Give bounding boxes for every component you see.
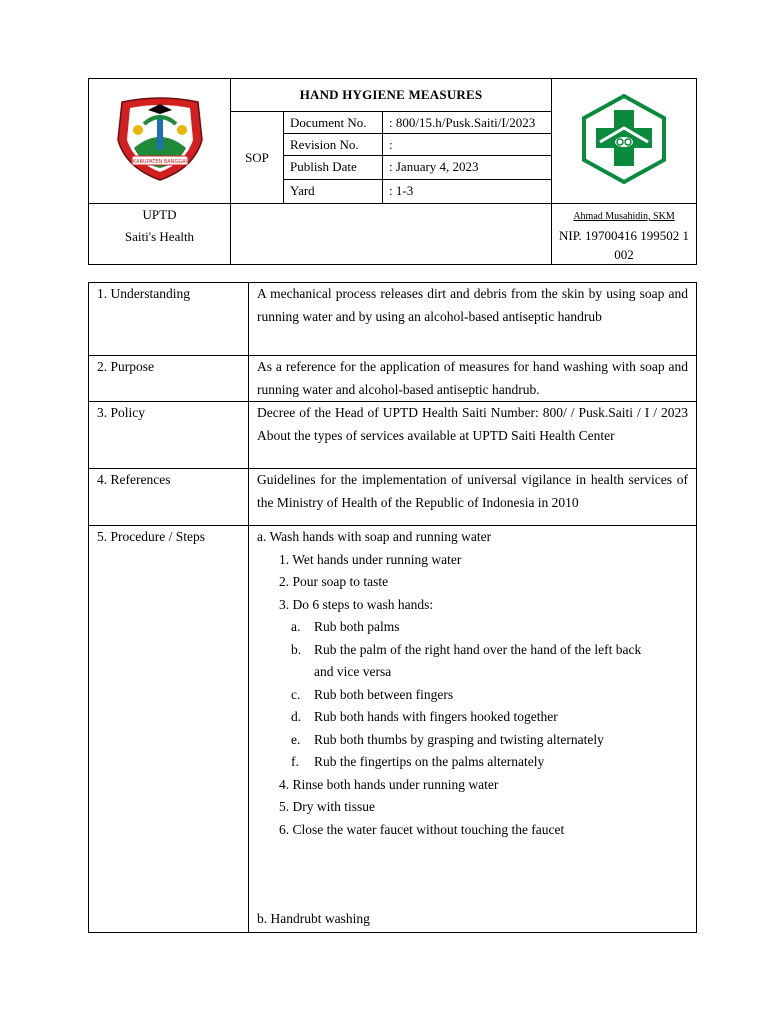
substep-d: d. Rub both hands with fingers hooked together — [291, 709, 558, 724]
policy-text: Decree of the Head of UPTD Health Saiti Number: 800/ / Pusk.Saiti / I / 2023 About the types of services available at UPTD Saiti Health Center — [249, 402, 697, 469]
document-no-label: Document No. — [284, 112, 383, 134]
procedure-b-title: b. Handrubt washing — [257, 911, 370, 926]
sop-content-table — [88, 282, 697, 933]
step-4: 4. Rinse both hands under running water — [279, 776, 499, 792]
step-2: 2. Pour soap to taste — [279, 574, 389, 589]
understanding-text: A mechanical process releases dirt and debris from the skin by using soap and running water and by using an alcohol-based antiseptic handrub — [249, 283, 697, 356]
signatory-name: Ahmad Musahidin, SKM — [573, 211, 675, 222]
procedure-a-title: a. Wash hands with soap and running water — [257, 529, 492, 544]
procedure-steps — [249, 526, 697, 933]
publish-date-value: : January 4, 2023 — [383, 156, 552, 180]
substep-b-continued: and vice versa — [314, 664, 392, 679]
references-text: Guidelines for the implementation of universal vigilance in health services of the Ministry of Health of the Republic of Indonesia in 2010 — [249, 469, 697, 526]
spacer — [257, 841, 688, 908]
signatory-block — [552, 204, 697, 265]
yard-value: : 1-3 — [383, 180, 552, 204]
health-center-logo-cell — [552, 79, 697, 204]
substep-f: f. Rub the fingertips on the palms alternately — [291, 754, 545, 769]
blank-cell — [231, 204, 552, 265]
regency-logo-cell — [89, 79, 231, 204]
purpose-key: 2. Purpose — [89, 356, 249, 402]
yard-label: Yard — [284, 180, 383, 204]
puskesmas-logo — [578, 94, 670, 184]
step-6: 6. Close the water faucet without touching the faucet — [279, 821, 565, 837]
policy-key: 3. Policy — [89, 402, 249, 469]
publish-date-label: Publish Date — [284, 156, 383, 180]
purpose-text: As a reference for the application of measures for hand washing with soap and running water and alcohol-based antiseptic handrub. — [249, 356, 697, 402]
organization-line-1: UPTD — [142, 207, 177, 222]
organization-name — [89, 204, 231, 265]
substep-e: e. Rub both thumbs by grasping and twisting alternately — [291, 731, 604, 747]
step-3: 3. Do 6 steps to wash hands: — [279, 596, 434, 612]
document-no-value: : 800/15.h/Pusk.Saiti/I/2023 — [383, 112, 552, 134]
understanding-key: 1. Understanding — [89, 283, 249, 356]
substep-a: a. Rub both palms — [291, 619, 400, 634]
header-table — [88, 78, 697, 265]
regency-banner-text: KABUPATEN BANGGAI — [132, 159, 187, 165]
procedure-key: 5. Procedure / Steps — [89, 526, 249, 933]
regency-shield-logo — [114, 96, 206, 182]
sop-label: SOP — [231, 112, 284, 204]
substep-b: b. Rub the palm of the right hand over the hand of the left back — [291, 641, 642, 657]
step-5: 5. Dry with tissue — [279, 799, 375, 814]
references-key: 4. References — [89, 469, 249, 526]
signatory-nip: NIP. 19700416 199502 1 002 — [559, 228, 690, 262]
revision-no-label: Revision No. — [284, 134, 383, 156]
revision-no-value: : — [383, 134, 552, 156]
organization-line-2: Saiti's Health — [124, 229, 195, 244]
document-title: HAND HYGIENE MEASURES — [231, 79, 552, 112]
step-1: 1. Wet hands under running water — [279, 551, 462, 567]
substep-c: c. Rub both between fingers — [291, 686, 454, 702]
